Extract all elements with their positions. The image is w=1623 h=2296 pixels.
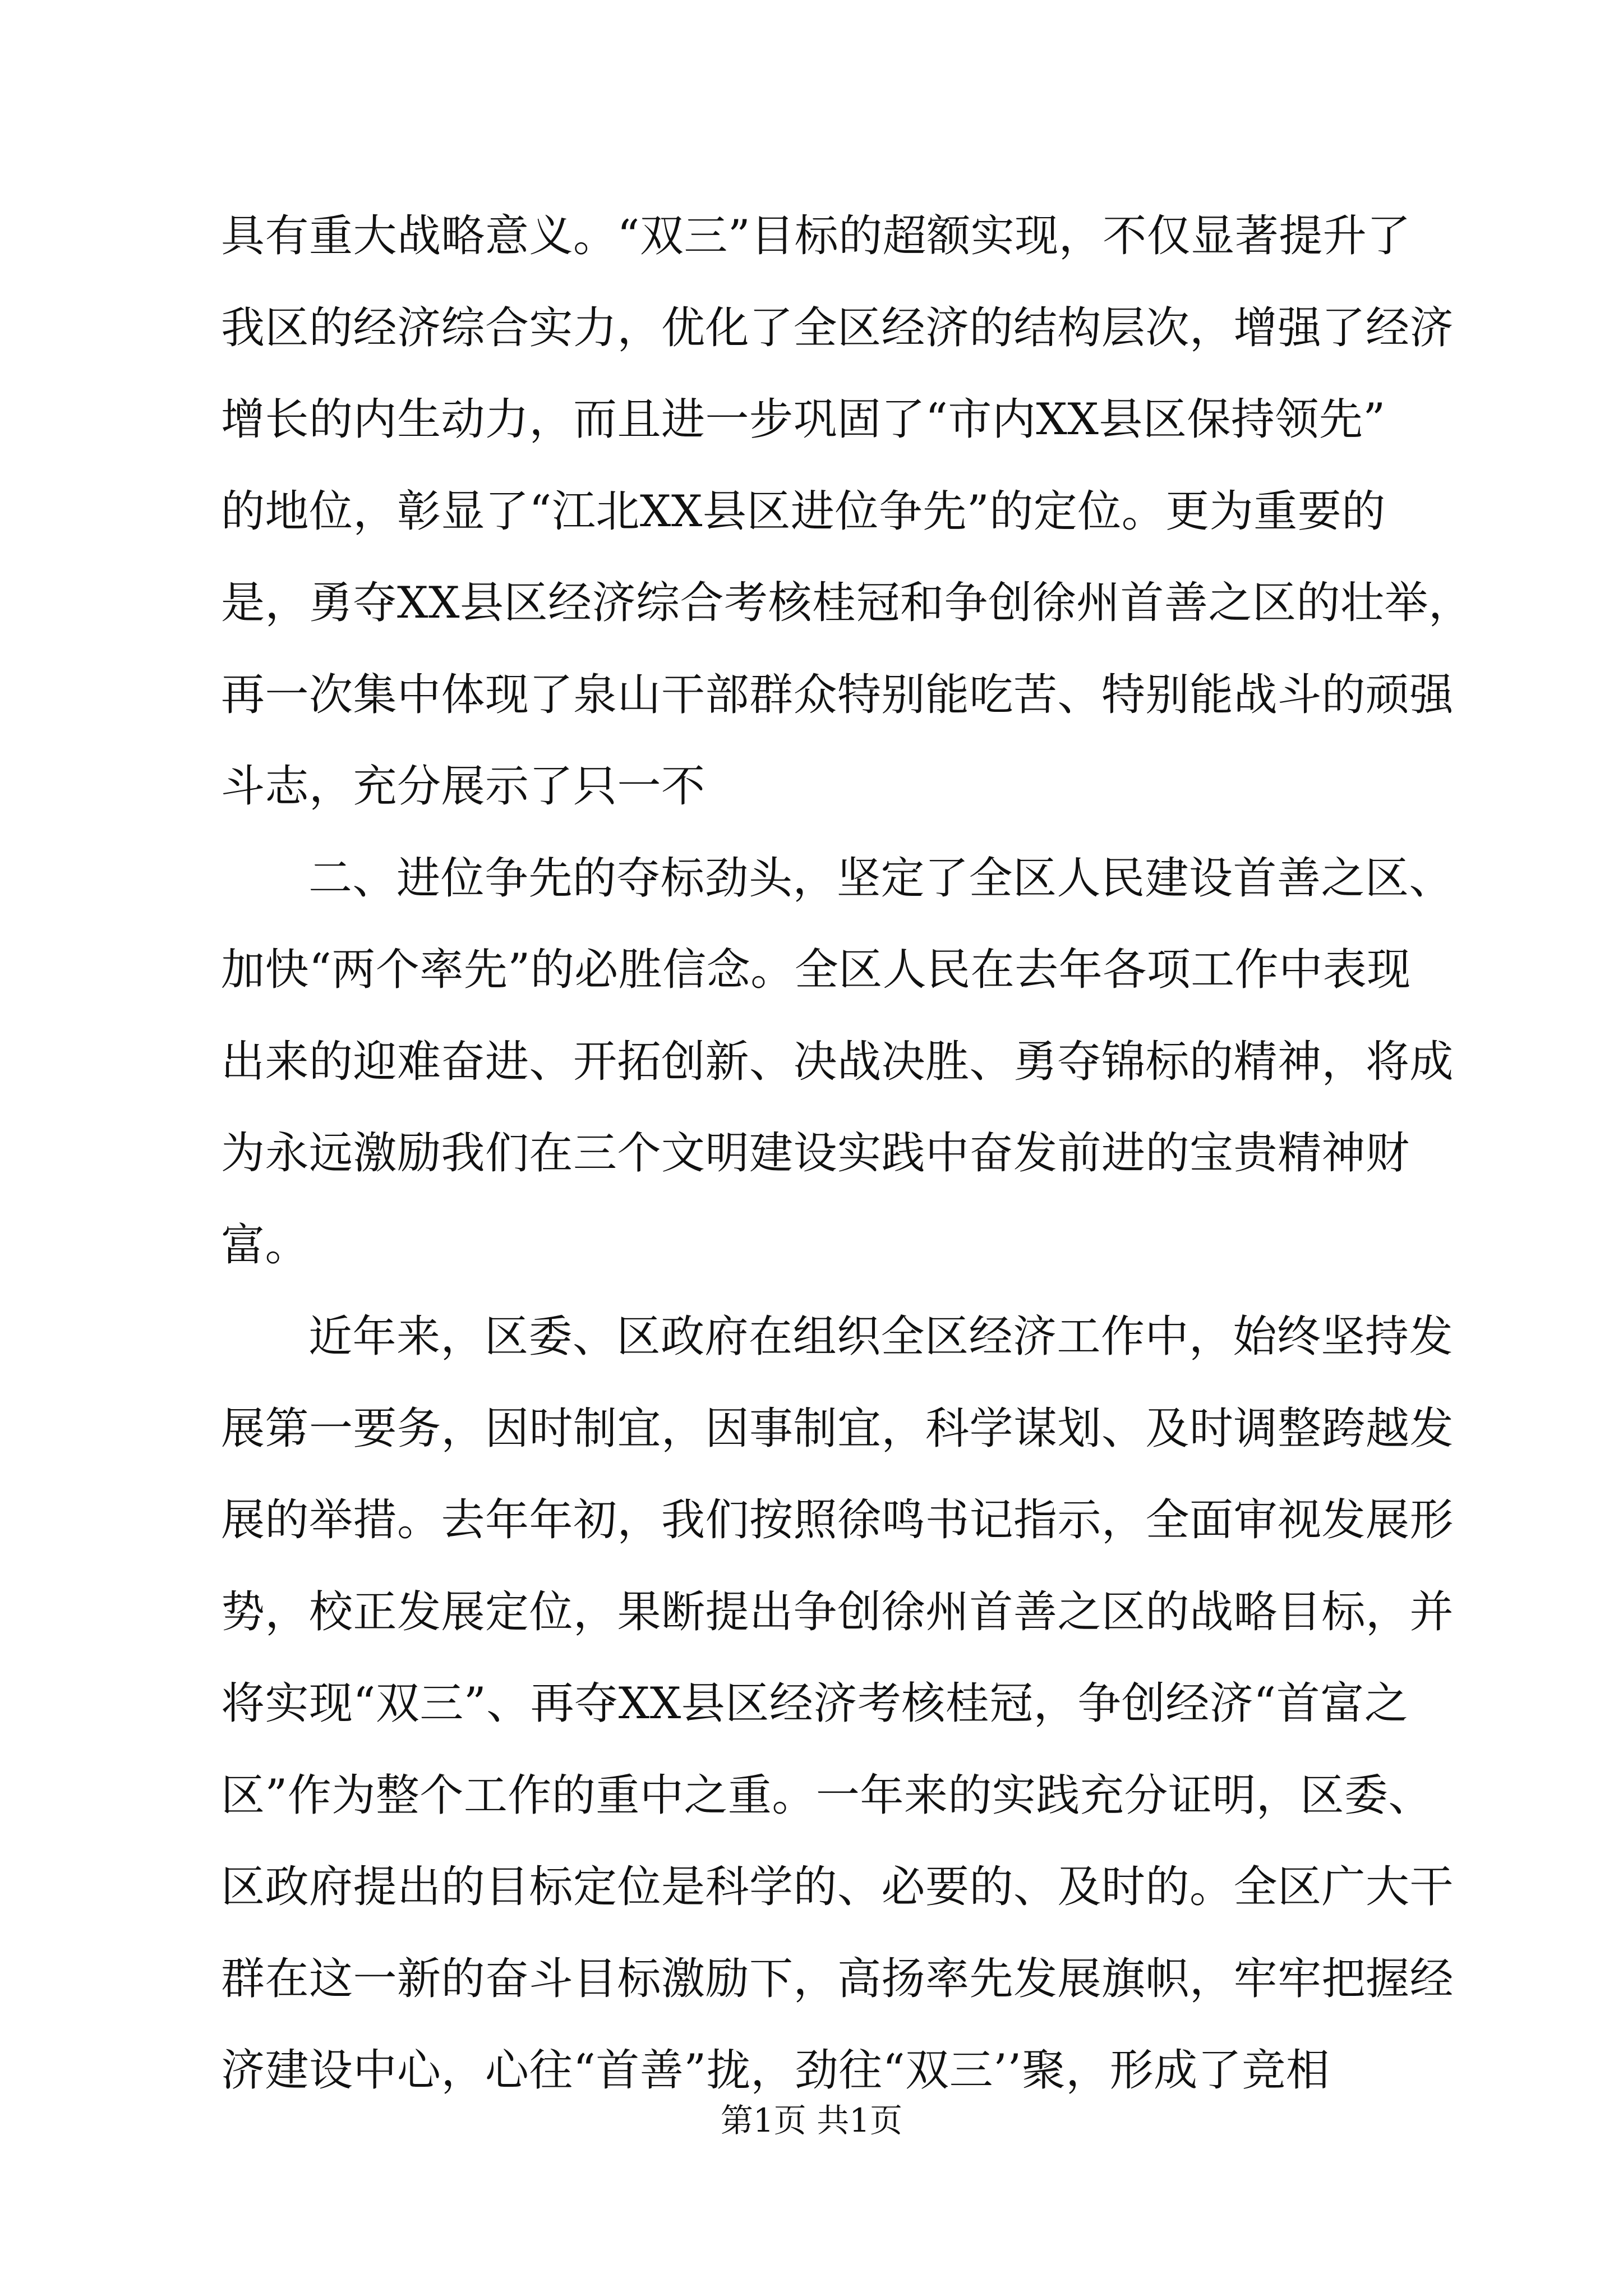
text-line: 的地位，彰显了“江北XX县区进位争先”的定位。更为重要的 — [221, 486, 1386, 537]
text-line: 为永远激励我们在三个文明建设实践中奋发前进的宝贵精神财 — [221, 1128, 1410, 1179]
text-line: 出来的迎难奋进、开拓创新、决战决胜、勇夺锦标的精神，将成 — [221, 1036, 1454, 1087]
text-line: 展第一要务，因时制宜，因事制宜，科学谋划、及时调整跨越发 — [221, 1403, 1454, 1454]
document-body — [221, 191, 1473, 2117]
text-line: 加快“两个率先”的必胜信念。全区人民在去年各项工作中表现 — [221, 945, 1411, 995]
page-number-footer: 第1页 共1页 — [720, 2101, 903, 2139]
paragraph-start-line: 二、进位争先的夺标劲头，坚定了全区人民建设首善之区、 — [308, 853, 1454, 904]
text-line: 是，勇夺XX县区经济综合考核桂冠和争创徐州首善之区的壮举， — [221, 578, 1473, 628]
text-line: 群在这一新的奋斗目标激励下，高扬率先发展旗帜，牢牢把握经 — [221, 1953, 1454, 2004]
text-line: 具有重大战略意义。“双三”目标的超额实现，不仅显著提升了 — [221, 211, 1411, 261]
text-line: 区”作为整个工作的重中之重。一年来的实践充分证明，区委、 — [221, 1770, 1432, 1821]
text-line: 济建设中心，心往“首善”拢，劲往“双三’’聚，形成了竞相 — [221, 2045, 1330, 2096]
text-line: 再一次集中体现了泉山干部群众特别能吃苦、特别能战斗的顽强 — [221, 669, 1454, 720]
text-line: 增长的内生动力，而且进一步巩固了“市内XX县区保持领先” — [221, 394, 1386, 445]
text-line: 将实现“双三”、再夺XX县区经济考核桂冠，争创经济“首富之 — [221, 1678, 1409, 1729]
text-line: 展的举措。去年年初，我们按照徐鸣书记指示，全面审视发展形 — [221, 1495, 1454, 1545]
text-line: 势，校正发展定位，果断提出争创徐州首善之区的战略目标，并 — [221, 1586, 1454, 1637]
paragraph-start-line: 近年来，区委、区政府在组织全区经济工作中，始终坚持发 — [308, 1312, 1454, 1362]
text-line: 富。 — [221, 1220, 310, 1271]
text-line: 斗志，充分展示了只一不 — [221, 761, 706, 812]
text-line: 区政府提出的目标定位是科学的、必要的、及时的。全区广大干 — [221, 1862, 1454, 1912]
text-line: 我区的经济综合实力，优化了全区经济的结构层次，增强了经济 — [221, 302, 1454, 353]
